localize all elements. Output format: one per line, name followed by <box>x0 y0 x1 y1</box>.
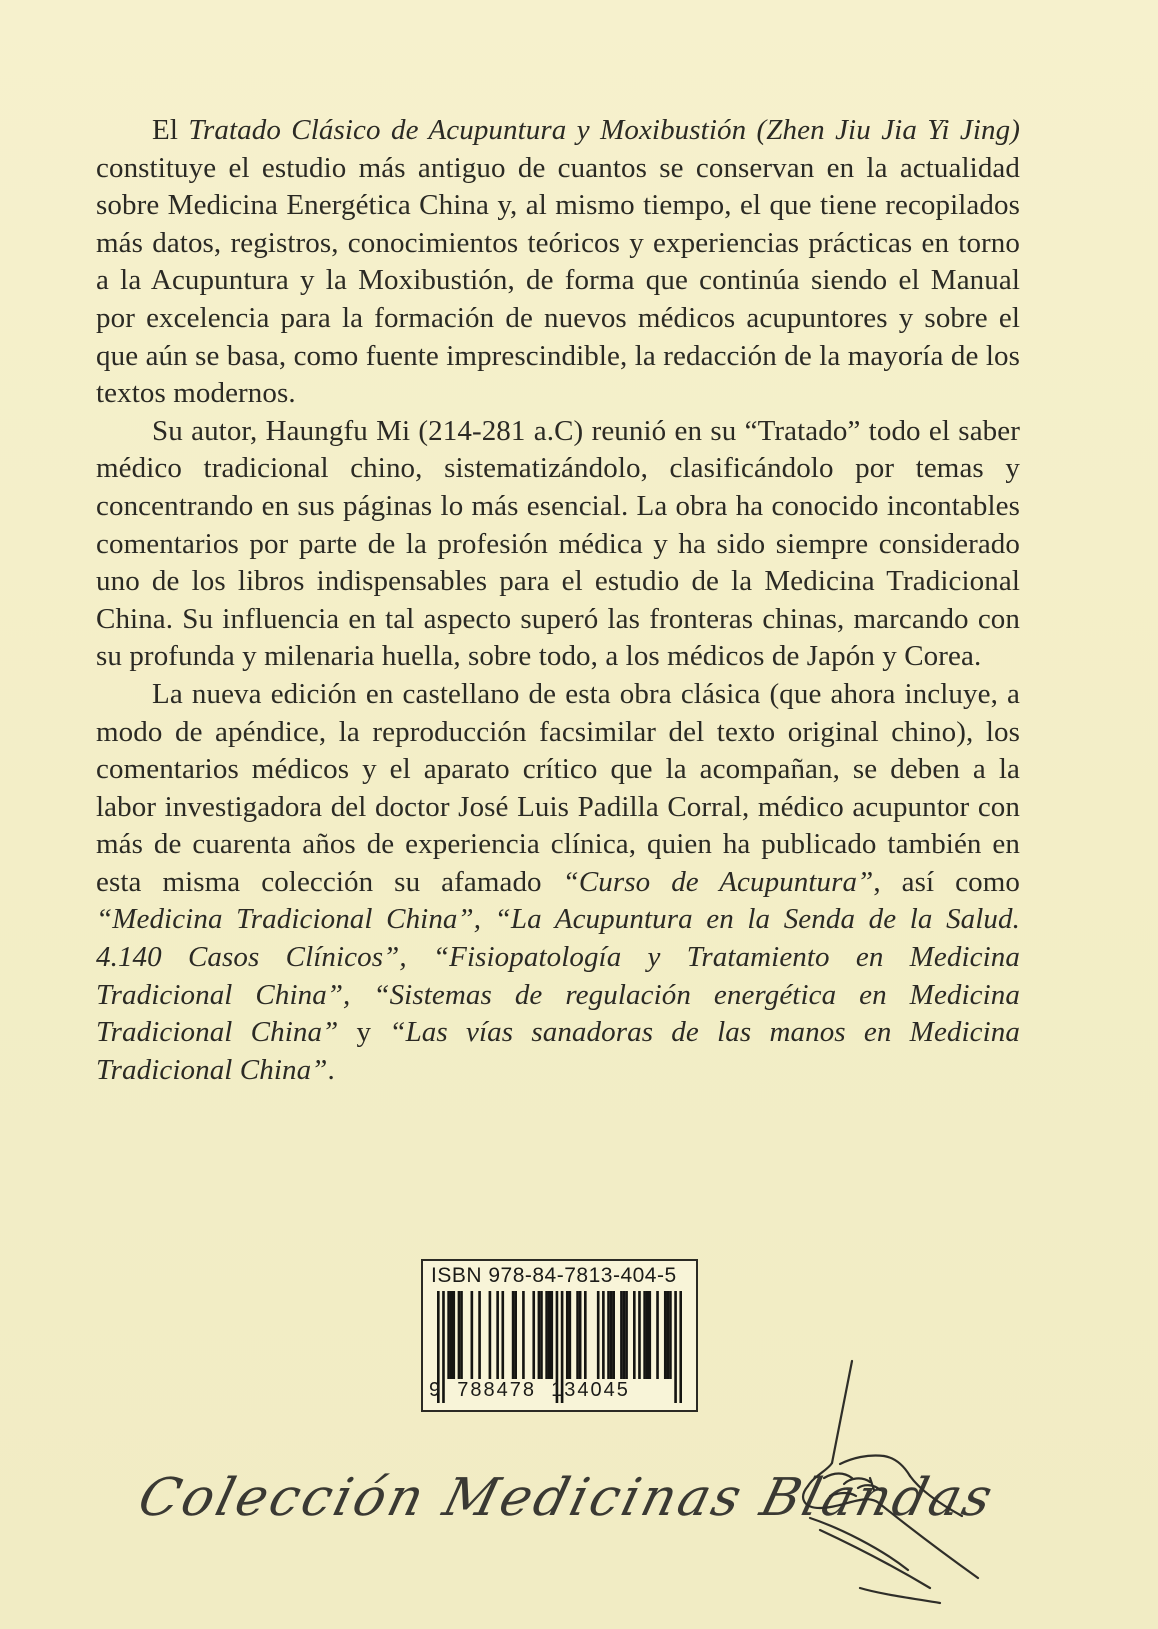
barcode-bar <box>625 1291 628 1379</box>
barcode-bar <box>471 1291 474 1379</box>
paragraph-end: . <box>327 1053 335 1086</box>
barcode-bar <box>607 1291 610 1379</box>
barcode-bar <box>669 1291 672 1379</box>
barcode-bar <box>512 1291 515 1379</box>
barcode-bar <box>450 1291 453 1379</box>
barcode-bar <box>452 1291 455 1379</box>
barcode-bar <box>501 1291 504 1379</box>
barcode-bar <box>620 1291 623 1379</box>
barcode-digits-left: 788478 <box>457 1379 536 1401</box>
blurb-paragraph-1 <box>96 112 1020 413</box>
collection-name: Colección Medicinas Blandas <box>132 1468 1001 1528</box>
barcode-bar <box>646 1291 649 1379</box>
barcode-bar <box>496 1291 499 1379</box>
barcode-bar <box>532 1291 535 1379</box>
barcode-bar <box>538 1291 541 1379</box>
barcode-bar <box>566 1291 569 1379</box>
barcode-bar <box>648 1291 651 1379</box>
blurb-paragraph-2: Su autor, Haungfu Mi (214-281 a.C) reunió en su “Tratado” todo el saber médico tradicional chino, sistematizándolo, clasificándolo por temas y concentrando en sus páginas lo más esencial. La obra ha conocido incontables comentarios por parte de la profesión médica y ha sido siempre considerado uno de los libros indispensables para el estudio de la Medicina Tradicional China. Su influencia en tal aspecto superó las fronteras chinas, marcando con su profunda y milenaria huella, sobre todo, a los médicos de Japón y Corea. <box>96 414 1020 673</box>
paragraph-lead: El <box>152 114 189 146</box>
barcode-bar <box>633 1291 636 1379</box>
barcode-bar <box>597 1291 600 1379</box>
book-title-italic: “Las vías sanadoras de las manos en Medicina Tradicional China” <box>96 1016 1020 1086</box>
barcode-bar <box>602 1291 605 1379</box>
book-title-italic: Tratado Clásico de Acupuntura y Moxibustión (Zhen Jiu Jia Yi Jing) <box>188 114 1020 146</box>
barcode-bar <box>610 1291 613 1379</box>
barcode-bar <box>522 1291 525 1379</box>
barcode-bar <box>550 1291 553 1379</box>
barcode-digits <box>429 1379 691 1402</box>
barcode-bar <box>638 1291 641 1379</box>
barcode-bar <box>548 1291 551 1379</box>
separator-text: y <box>338 1016 390 1049</box>
blurb-paragraph-3 <box>96 676 1020 1090</box>
hand-logo-icon <box>800 1358 1000 1608</box>
separator-text: , así como <box>873 865 1020 898</box>
paragraph-body: La nueva edición en castellano de esta obra clásica (que ahora incluye, a modo de apéndice, la reproducción facsimilar del texto original chino), los comentarios médicos y el aparato crítico que la acompañan, se deben a la labor investigadora del doctor José Luis Padilla Corral, médico acupuntor con más de cuarenta años de experiencia clínica, quien ha publicado también en esta misma colección su afamado <box>96 677 1020 898</box>
book-title-italic: “Curso de Acupuntura” <box>562 865 874 898</box>
barcode-bar <box>514 1291 517 1379</box>
barcode-bar <box>664 1291 667 1379</box>
barcode-bar <box>540 1291 543 1379</box>
blurb-text <box>96 112 1020 1089</box>
isbn-label: ISBN 978-84-7813-404-5 <box>431 1264 677 1287</box>
barcode-bar <box>489 1291 492 1379</box>
barcode-bar <box>569 1291 572 1379</box>
barcode-bar <box>458 1291 461 1379</box>
barcode-digits-right: 134045 <box>551 1379 630 1401</box>
barcode-bar <box>545 1291 548 1379</box>
barcode-bar <box>612 1291 615 1379</box>
paragraph-body: constituye el estudio más antiguo de cuantos se conservan en la actualidad sobre Medicina Energética China y, al mismo tiempo, el que tiene recopilados más datos, registros, conocimientos teóricos y experiencias prácticas en torno a la Acupuntura y la Moxibustión, de forma que continúa siendo el Manual por excelencia para la formación de nuevos médicos acupuntores y sobre el que aún se basa, como fuente imprescindible, la redacción de la mayoría de los textos modernos. <box>96 151 1020 410</box>
barcode-bar <box>667 1291 670 1379</box>
barcode-bar <box>656 1291 659 1379</box>
barcode-bar <box>623 1291 626 1379</box>
barcode-digit-first: 9 <box>429 1379 443 1401</box>
barcode-bar <box>460 1291 463 1379</box>
barcode-bar <box>478 1291 481 1379</box>
book-titles-italic: “Medicina Tradicional China”, “La Acupuntura en la Senda de la Salud. 4.140 Casos Clínicos”, “Fisiopatología y Tratamiento en Medicina Tradicional China”, “Sistemas de regulación energética en Medicina Tradicional China” <box>96 903 1020 1049</box>
collection-title <box>132 1468 1001 1548</box>
barcode-bar <box>576 1291 579 1379</box>
isbn-barcode <box>421 1259 698 1412</box>
barcode-bar <box>584 1291 587 1379</box>
barcode-bar <box>643 1291 646 1379</box>
barcode-bar <box>447 1291 450 1379</box>
barcode-bar <box>579 1291 582 1379</box>
